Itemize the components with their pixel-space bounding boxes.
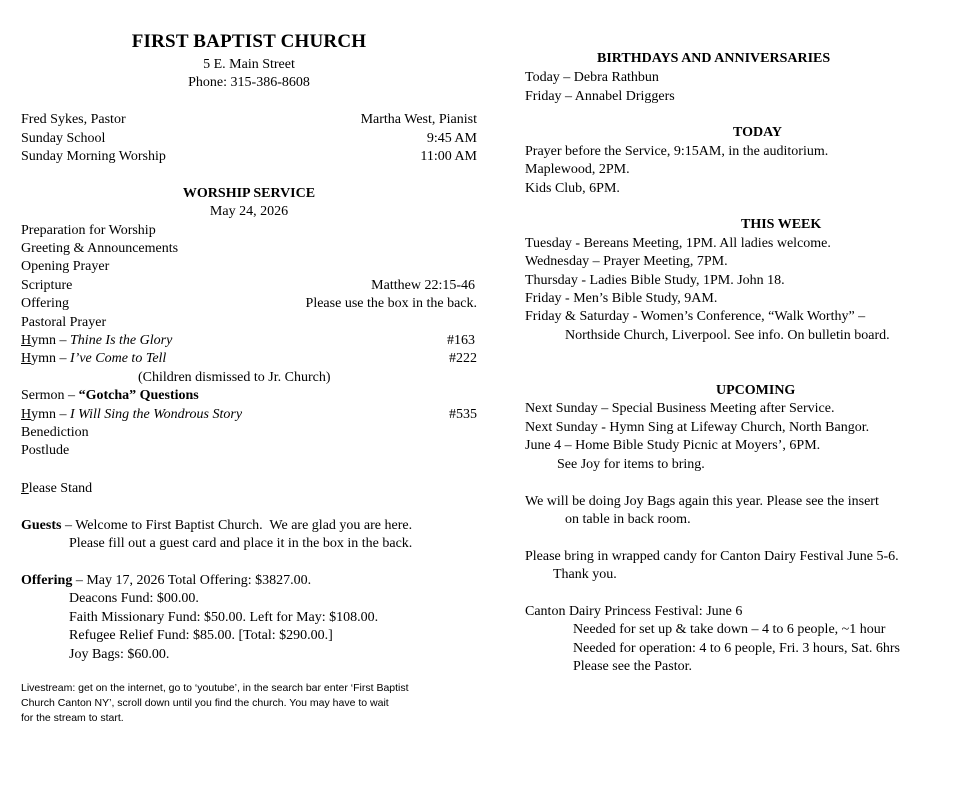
this-week-line-4: Friday - Men’s Bible Study, 9AM. — [525, 291, 718, 306]
offering-summary-text: – May 17, 2026 Total Offering: $3827.00. — [72, 573, 312, 588]
sunday-school-row — [21, 130, 477, 147]
today-line-1: Prayer before the Service, 9:15AM, in the auditorium. — [525, 144, 829, 159]
please-stand-initial: P — [21, 481, 29, 496]
hymn-2-title-line — [21, 350, 166, 367]
church-name: FIRST BAPTIST CHURCH — [131, 31, 367, 52]
this-week-line-2: Wednesday – Prayer Meeting, 7PM. — [525, 254, 728, 269]
hymn-3-initial: H — [21, 407, 32, 422]
offering-label: Offering — [21, 296, 69, 311]
this-week-line-5: Friday & Saturday - Women’s Conference, “Walk Worthy” – — [525, 309, 866, 324]
order-preparation: Preparation for Worship — [21, 223, 156, 238]
hymn-1-title-line — [21, 332, 172, 349]
this-week-line-6: Northside Church, Liverpool. See info. On bulletin board. — [565, 328, 890, 343]
order-sermon — [21, 387, 477, 404]
hymn-1-label: ymn – — [31, 333, 71, 348]
upcoming-line-2: Next Sunday - Hymn Sing at Lifeway Church, North Bangor. — [525, 420, 870, 435]
offering-summary-label: Offering — [21, 573, 73, 588]
livestream-line-1: Livestream: get on the internet, go to ‘youtube’, in the search bar enter ‘First Baptist — [21, 682, 409, 694]
today-line-3: Kids Club, 6PM. — [525, 181, 620, 196]
please-stand-text: lease Stand — [28, 481, 93, 496]
hymn-2-title: I’ve Come to Tell — [70, 351, 167, 366]
order-postlude: Postlude — [21, 443, 70, 458]
order-hymn-1 — [21, 332, 477, 349]
princess-festival: Canton Dairy Princess Festival: June 6 — [525, 604, 743, 619]
order-hymn-3 — [21, 406, 477, 423]
sunday-school-label: Sunday School — [21, 131, 106, 146]
hymn-1-title: Thine Is the Glory — [70, 333, 173, 348]
order-offering — [21, 295, 477, 312]
order-hymn-2 — [21, 350, 477, 367]
upcoming-line-1: Next Sunday – Special Business Meeting after Service. — [525, 401, 835, 416]
hymn-1-initial: H — [21, 333, 32, 348]
this-week-heading: THIS WEEK — [741, 217, 822, 232]
birthday-today: Today – Debra Rathbun — [525, 70, 659, 85]
joy-bags-line-1: We will be doing Joy Bags again this year. Please see the insert — [525, 494, 879, 509]
church-address: 5 E. Main Street — [203, 57, 295, 72]
scripture-label: Scripture — [21, 278, 73, 293]
birthday-friday: Friday – Annabel Driggers — [525, 89, 675, 104]
hymn-2-label: ymn – — [31, 351, 71, 366]
guests-label: Guests — [21, 518, 62, 533]
pianist-name: Martha West, Pianist — [360, 112, 477, 127]
order-pastoral-prayer: Pastoral Prayer — [21, 315, 107, 330]
princess-operation: Needed for operation: 4 to 6 people, Fri. 3 hours, Sat. 6hrs — [573, 641, 900, 656]
children-dismissed: (Children dismissed to Jr. Church) — [138, 370, 331, 385]
hymn-2-number: #222 — [449, 351, 477, 366]
offering-summary — [21, 572, 477, 589]
worship-date: May 24, 2026 — [209, 204, 289, 219]
joy-bags-line-2: on table in back room. — [565, 512, 691, 527]
candy-line-1: Please bring in wrapped candy for Canton Dairy Festival June 5-6. — [525, 549, 899, 564]
this-week-line-3: Thursday - Ladies Bible Study, 1PM. John 18. — [525, 273, 785, 288]
order-greeting: Greeting & Announcements — [21, 241, 179, 256]
livestream-line-2: Church Canton NY’, scroll down until you find the church. You may have to wait — [21, 697, 389, 709]
order-benediction: Benediction — [21, 425, 89, 440]
hymn-1-number: #163 — [447, 333, 475, 348]
hymn-3-label: ymn – — [31, 407, 71, 422]
hymn-3-title: I Will Sing the Wondrous Story — [70, 407, 243, 422]
today-heading: TODAY — [733, 125, 783, 140]
offering-deacons: Deacons Fund: $00.00. — [69, 591, 199, 606]
upcoming-line-4: See Joy for items to bring. — [557, 457, 705, 472]
morning-worship-label: Sunday Morning Worship — [21, 149, 166, 164]
order-opening-prayer: Opening Prayer — [21, 259, 110, 274]
order-scripture — [21, 277, 477, 294]
hymn-2-initial: H — [21, 351, 32, 366]
church-phone: Phone: 315-386-8608 — [188, 75, 310, 90]
offering-refugee: Refugee Relief Fund: $85.00. [Total: $290.00.] — [69, 628, 333, 643]
sermon-label: Sermon – — [21, 388, 79, 403]
guests-text: – Welcome to First Baptist Church. We are glad you are here. — [61, 518, 413, 533]
staff-row — [21, 111, 477, 128]
hymn-3-title-line — [21, 406, 242, 423]
pastor-name: Fred Sykes, Pastor — [21, 112, 126, 127]
upcoming-heading: UPCOMING — [716, 383, 796, 398]
sermon-title: “Gotcha” Questions — [78, 388, 199, 403]
birthdays-heading: BIRTHDAYS AND ANNIVERSARIES — [597, 51, 831, 66]
scripture-reference: Matthew 22:15-46 — [371, 278, 475, 293]
sunday-school-time: 9:45 AM — [426, 131, 477, 146]
guests-line-1 — [21, 517, 477, 534]
offering-note: Please use the box in the back. — [305, 296, 477, 311]
morning-worship-time: 11:00 AM — [420, 149, 477, 164]
worship-heading: WORSHIP SERVICE — [182, 186, 316, 201]
morning-worship-row — [21, 148, 477, 165]
hymn-3-number: #535 — [449, 407, 477, 422]
please-stand-note — [21, 480, 477, 497]
princess-see-pastor: Please see the Pastor. — [573, 659, 692, 674]
offering-joy-bags: Joy Bags: $60.00. — [69, 647, 170, 662]
guests-line-2: Please fill out a guest card and place it in the box in the back. — [69, 536, 413, 551]
offering-faith: Faith Missionary Fund: $50.00. Left for May: $108.00. — [69, 610, 379, 625]
princess-setup: Needed for set up & take down – 4 to 6 people, ~1 hour — [573, 622, 886, 637]
today-line-2: Maplewood, 2PM. — [525, 162, 630, 177]
this-week-line-1: Tuesday - Bereans Meeting, 1PM. All ladies welcome. — [525, 236, 831, 251]
upcoming-line-3: June 4 – Home Bible Study Picnic at Moyers’, 6PM. — [525, 438, 821, 453]
livestream-line-3: for the stream to start. — [21, 712, 124, 724]
candy-line-2: Thank you. — [553, 567, 617, 582]
